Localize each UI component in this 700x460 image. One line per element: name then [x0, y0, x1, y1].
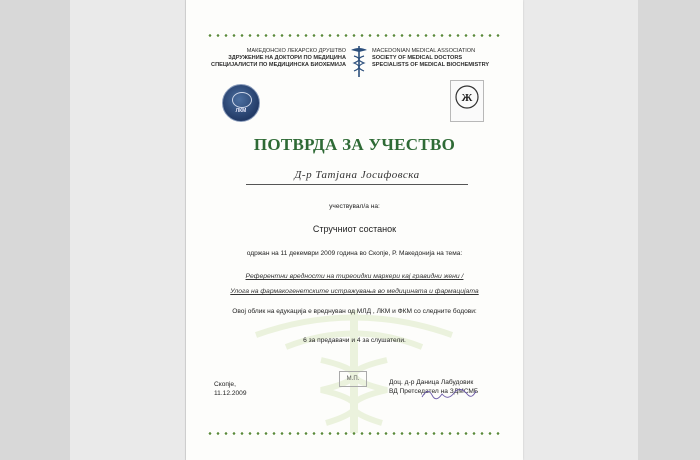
lkm-logo-emblem — [232, 92, 252, 108]
lkm-logo-text: ЛКМ — [235, 108, 247, 114]
header-english — [372, 48, 512, 69]
mk-org-line2: ЗДРУЖЕНИЕ НА ДОКТОРИ ПО МЕДИЦИНА — [228, 55, 346, 61]
en-org-line3: SPECIALISTS OF MEDICAL BIOCHEMISTRY — [372, 62, 490, 68]
stamp-placeholder: М.П. — [339, 371, 367, 387]
mk-org-line1: МАКЕДОНСКО ЛЕКАРСКО ДРУШТВО — [246, 48, 346, 54]
header-macedonian — [206, 48, 346, 69]
accreditation-line: Овој облик на едукација е вреднуван од МЛД , ЛКМ и ФКМ со следните бодови: — [232, 308, 477, 315]
bottom-dotted-border — [206, 431, 503, 436]
mld-logo — [450, 80, 484, 122]
city: Скопје, — [214, 381, 236, 388]
lkm-logo — [222, 84, 260, 122]
certificate-title: ПОТВРДА ЗА УЧЕСТВО — [253, 135, 456, 154]
topic-line1: Референтни вредности на тиреоидки маркери кај гравидни жени / — [245, 273, 464, 280]
svg-text:Ж: Ж — [461, 92, 473, 104]
right-background-panel — [523, 0, 638, 460]
topic-line2-wrap — [186, 280, 523, 298]
points-line: 6 за предавачи и 4 за слушатели. — [303, 337, 406, 344]
en-org-line2: SOCIETY OF MEDICAL DOCTORS — [372, 55, 463, 61]
issue-date: 11.12.2009 — [214, 390, 247, 397]
topic-line2: Улога на фармакогенетските истражувања во медицината и фармацијата — [230, 288, 479, 295]
mk-org-line3: СПЕЦИЈАЛИСТИ ПО МЕДИЦИНСКА БИОХЕМИЈА — [211, 62, 346, 68]
caduceus-icon — [349, 44, 369, 78]
held-line: одржан на 11 декември 2009 година во Скопје, Р. Македонија на тема: — [246, 250, 463, 257]
certificate-page — [186, 0, 523, 460]
participant-name: Д-р Татјана Јосифовска — [294, 169, 420, 181]
handwritten-signature — [418, 385, 478, 403]
left-background-panel — [70, 0, 185, 460]
meeting-type: Стручниот состанок — [312, 224, 397, 234]
signatory-title: ВД Претседател на ЗДМСМБ — [389, 388, 479, 395]
caduceus-watermark — [186, 305, 523, 435]
en-org-line1: MACEDONIAN MEDICAL ASSOCIATION — [372, 48, 476, 54]
mld-logo-icon — [451, 81, 483, 113]
top-dotted-border — [206, 33, 503, 38]
participated-label: учествувал/а на: — [329, 203, 380, 210]
signatory-name: Доц. д-р Даница Лабудовик — [389, 379, 474, 386]
place-date — [214, 380, 247, 398]
